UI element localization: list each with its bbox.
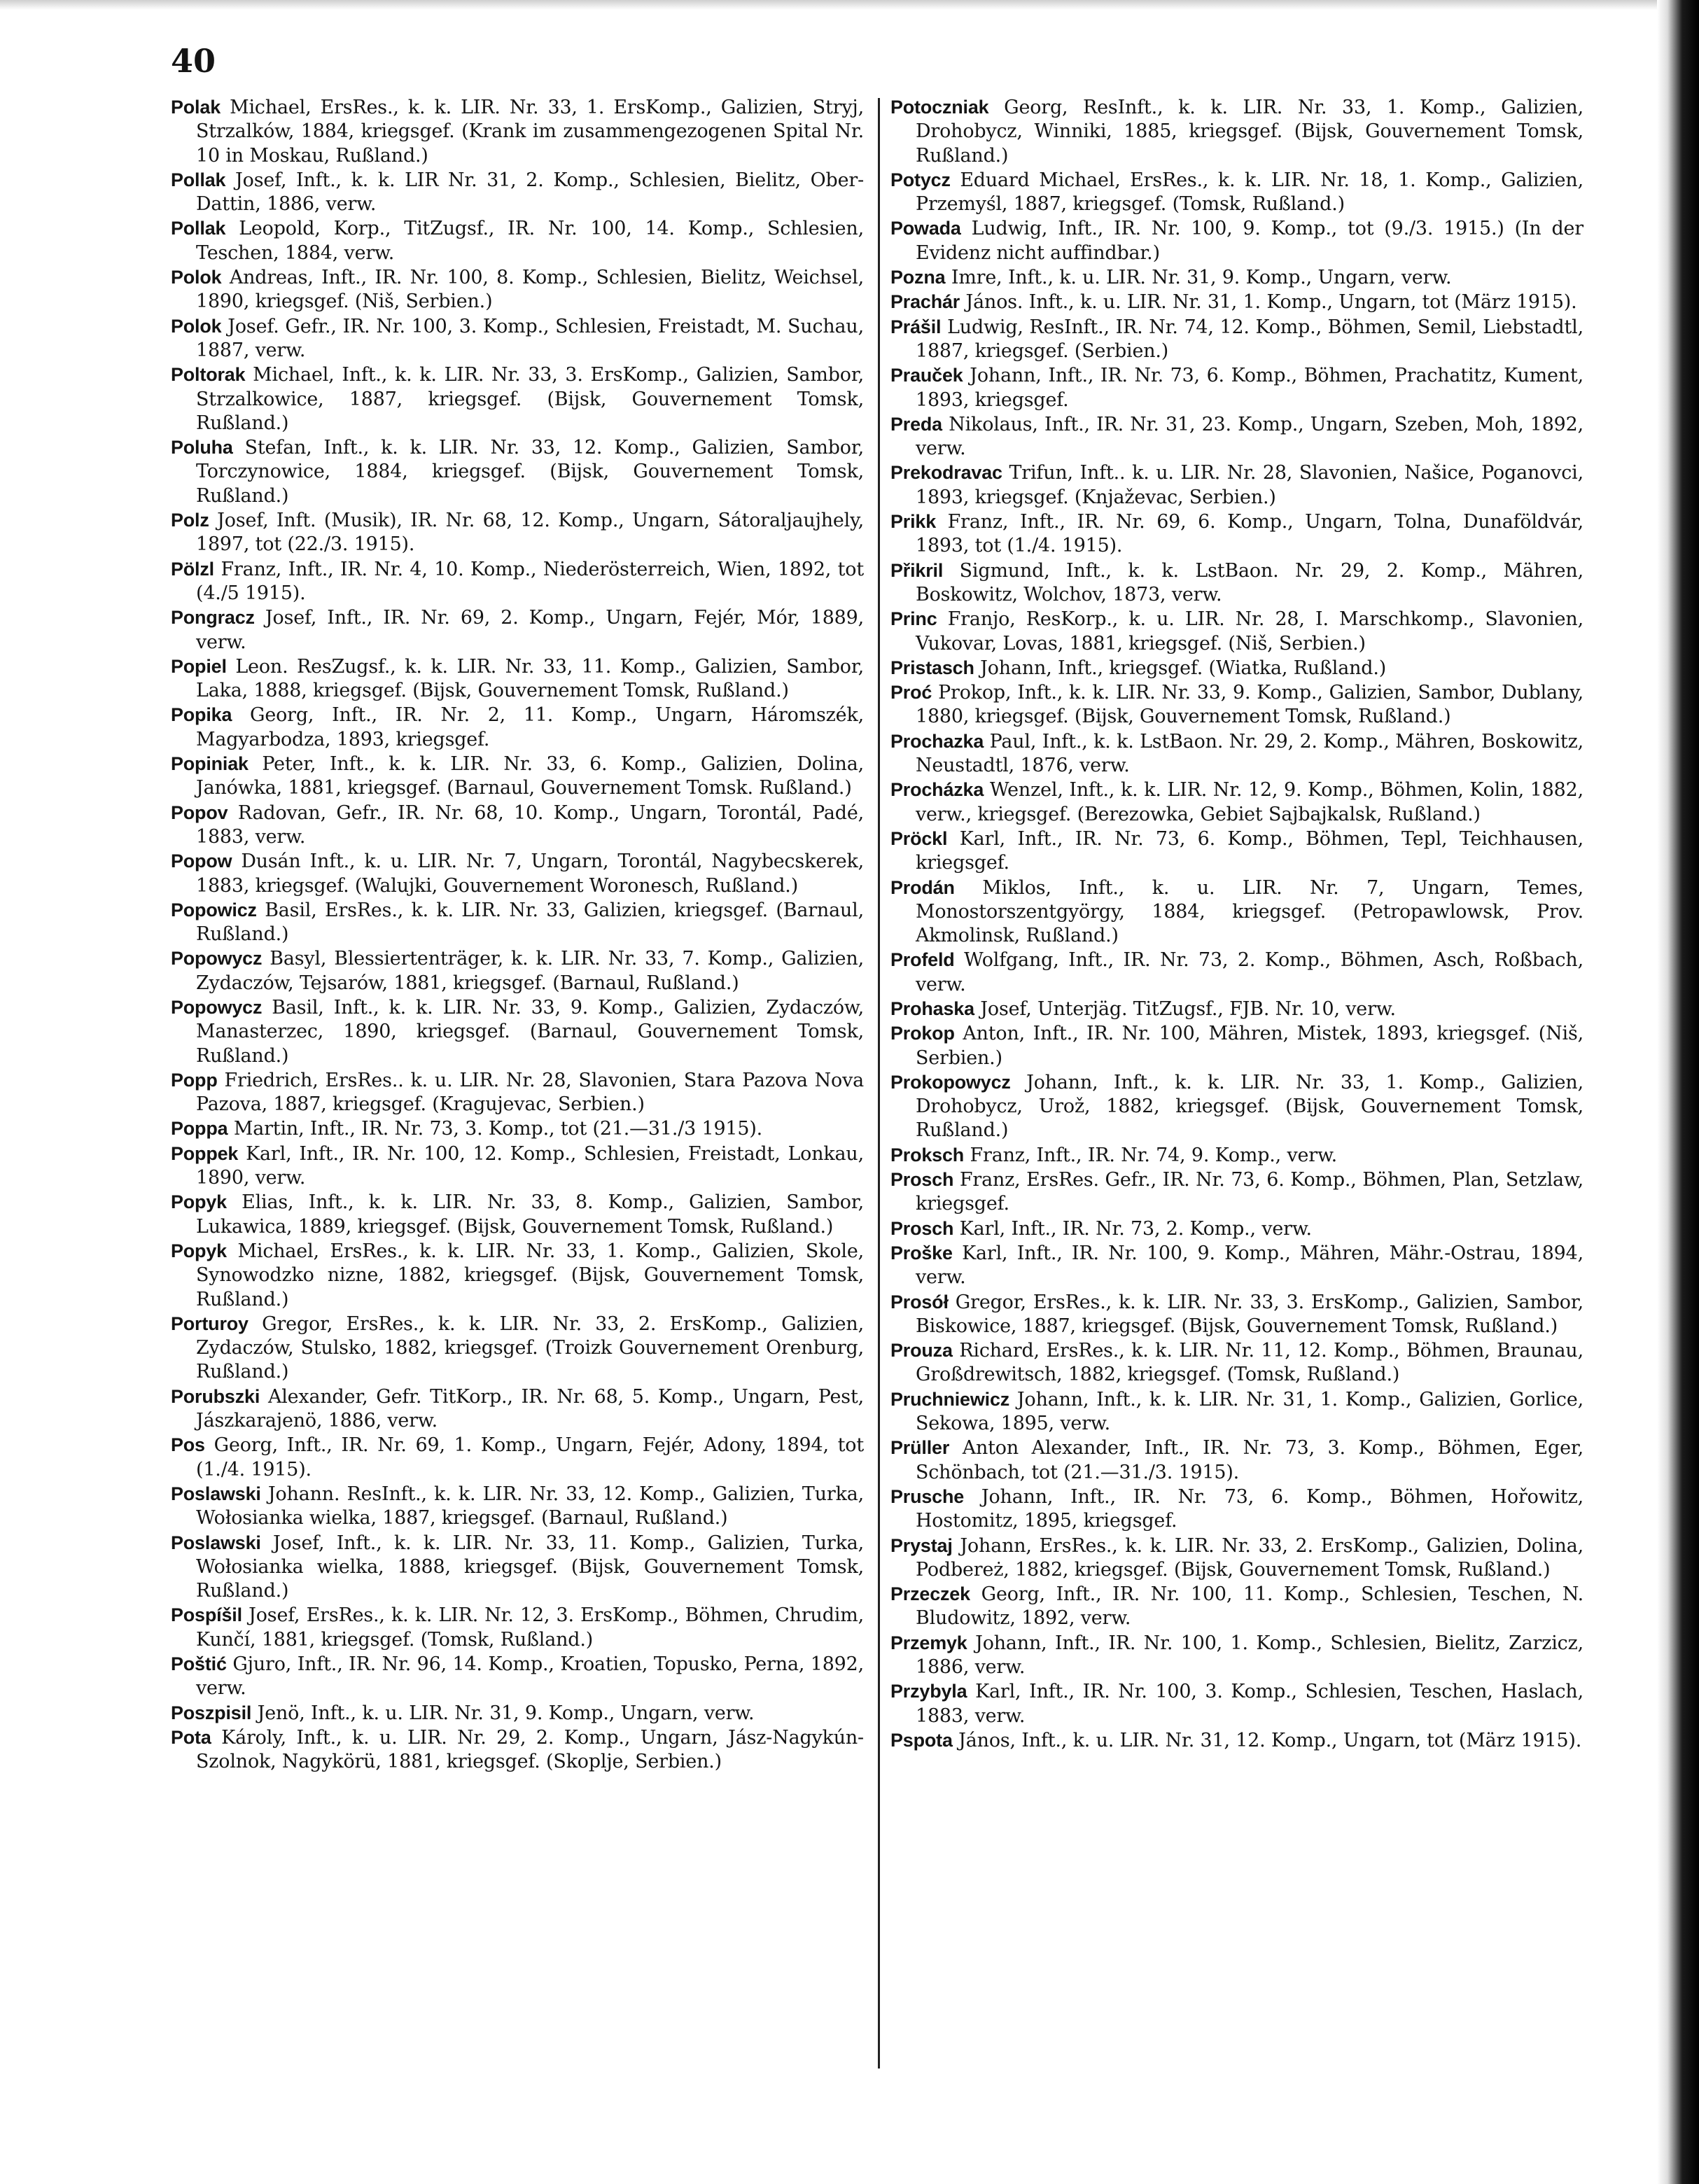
entry-details: Gjuro, Inft., IR. Nr. 96, 14. Komp., Kroatien, Topusko, Perna, 1892, verw. xyxy=(196,1653,864,1700)
entry-surname: Prodán xyxy=(890,876,955,898)
entry-details: Ludwig, Inft., IR. Nr. 100, 9. Komp., tot (9./3. 1915.) (In der Evidenz nicht auffindbar.) xyxy=(916,218,1583,264)
casualty-entry xyxy=(890,559,1583,608)
right-column xyxy=(890,95,1583,1753)
entry-details: Karl, Inft., IR. Nr. 100, 3. Komp., Schlesien, Teschen, Haslach, 1883, verw. xyxy=(916,1681,1583,1727)
entry-surname: Proć xyxy=(890,682,932,704)
casualty-entry xyxy=(890,1387,1583,1436)
entry-details: Basil, Inft., k. k. LIR. Nr. 33, 9. Komp., Galizien, Zydaczów, Manasterzec, 1890, kriegsgef. (Barnaul, Gouvernement Tomsk, Rußland.) xyxy=(196,996,864,1067)
entry-surname: Prokop xyxy=(890,1023,955,1044)
casualty-entry xyxy=(171,1603,864,1652)
casualty-entry xyxy=(890,778,1583,827)
entry-surname: Prouza xyxy=(890,1340,953,1362)
entry-details: Stefan, Inft., k. k. LIR. Nr. 33, 12. Komp., Galizien, Sambor, Torczynowice, 1884, kriegsgef. (Bijsk, Gouvernement Tomsk, Rußland.) xyxy=(196,437,864,507)
entry-details: Ludwig, ResInft., IR. Nr. 74, 12. Komp., Böhmen, Semil, Liebstadtl, 1887, kriegsgef. (Serbien.) xyxy=(916,316,1583,362)
entry-details: Dusán Inft., k. u. LIR. Nr. 7, Ungarn, Torontál, Nagybecskerek, 1883, kriegsgef. (Walujki, Gouvernement Woronesch, Rußland.) xyxy=(196,850,864,897)
entry-surname: Prosch xyxy=(890,1169,954,1191)
casualty-entry xyxy=(171,363,864,435)
entry-details: Wenzel, Inft., k. k. LIR. Nr. 12, 9. Komp., Böhmen, Kolin, 1882, verw., kriegsgef. (Berezowka, Gebiet Sajbajkalsk, Rußland.) xyxy=(916,779,1583,825)
casualty-entry xyxy=(890,1631,1583,1680)
entry-surname: Prášil xyxy=(890,316,942,337)
casualty-entry xyxy=(171,216,864,265)
entry-details: Johann, Inft., IR. Nr. 100, 1. Komp., Schlesien, Bielitz, Zarzicz, 1886, verw. xyxy=(916,1632,1583,1678)
entry-surname: Pota xyxy=(171,1726,211,1748)
casualty-entry xyxy=(890,1290,1583,1339)
entry-details: Karl, Inft., IR. Nr. 73, 2. Komp., verw. xyxy=(959,1217,1312,1240)
entry-details: Johann, Inft., IR. Nr. 73, 6. Komp., Böhmen, Prachatitz, Kument, 1893, kriegsgef. xyxy=(916,365,1583,411)
entry-details: Károly, Inft., k. u. LIR. Nr. 29, 2. Komp., Ungarn, Jász-Nagykún-Szolnok, Nagykörü, 1881, kriegsgef. (Skoplje, Serbien.) xyxy=(196,1726,864,1773)
entry-surname: Přikril xyxy=(890,559,944,581)
entry-details: Radovan, Gefr., IR. Nr. 68, 10. Komp., Ungarn, Torontál, Padé, 1883, verw. xyxy=(196,802,864,848)
entry-surname: Procházka xyxy=(890,779,984,801)
entry-surname: Pristasch xyxy=(890,657,974,678)
casualty-entry xyxy=(171,557,864,606)
entry-surname: Pongracz xyxy=(171,607,255,629)
entry-details: Josef, Inft. (Musik), IR. Nr. 68, 12. Komp., Ungarn, Sátoraljaujhely, 1897, tot (22./3. 1915). xyxy=(196,510,865,556)
entry-details: Josef, Inft., IR. Nr. 69, 2. Komp., Ungarn, Fejér, Mór, 1889, verw. xyxy=(196,607,864,653)
entry-surname: Przeczek xyxy=(890,1583,970,1605)
entry-details: Michael, Inft., k. k. LIR. Nr. 33, 3. ErsKomp., Galizien, Sambor, Strzalkowice, 1887, kriegsgef. (Bijsk, Gouvernement Tomsk, Rußland.) xyxy=(196,364,864,434)
casualty-entry xyxy=(890,461,1583,510)
entry-details: Eduard Michael, ErsRes., k. k. LIR. Nr. 18, 1. Komp., Galizien, Przemyśl, 1887, kriegsgef. (Tomsk, Rußland.) xyxy=(916,169,1583,216)
entry-surname: Proške xyxy=(890,1242,953,1264)
entry-surname: Popyk xyxy=(171,1191,227,1213)
casualty-entry xyxy=(171,1142,864,1191)
entry-surname: Prüller xyxy=(890,1437,950,1459)
entry-details: Leon. ResZugsf., k. k. LIR. Nr. 33, 11. Komp., Galizien, Sambor, Laka, 1888, kriegsgef. (Bijsk, Gouvernement Tomsk, Rußland.) xyxy=(196,655,864,702)
entry-details: Basyl, Blessiertenträger, k. k. LIR. Nr. 33, 7. Komp., Galizien, Zydaczów, Tejsarów, 1881, kriegsgef. (Barnaul, Rußland.) xyxy=(196,948,864,994)
casualty-entry xyxy=(890,1241,1583,1290)
casualty-entry xyxy=(890,1582,1583,1631)
casualty-entry xyxy=(171,265,864,314)
casualty-entry xyxy=(171,703,864,752)
entry-surname: Pollak xyxy=(171,218,226,239)
entry-surname: Poslawski xyxy=(171,1483,261,1504)
casualty-entry xyxy=(890,1338,1583,1387)
entry-details: Trifun, Inft.. k. u. LIR. Nr. 28, Slavonien, Našice, Poganovci, 1893, kriegsgef. (Knjaževac, Serbien.) xyxy=(916,462,1583,508)
casualty-entry xyxy=(890,1021,1583,1070)
entry-surname: Preda xyxy=(890,413,942,435)
entry-surname: Popowycz xyxy=(171,948,263,969)
casualty-entry xyxy=(171,1068,864,1117)
entry-surname: Popov xyxy=(171,802,228,823)
entry-details: Sigmund, Inft., k. k. LstBaon. Nr. 29, 2. Komp., Mähren, Boskowitz, Wolchov, 1873, verw. xyxy=(916,559,1583,606)
entry-details: Johann, Inft., IR. Nr. 73, 6. Komp., Böhmen, Hořowitz, Hostomitz, 1895, kriegsgef. xyxy=(916,1485,1583,1532)
casualty-entry xyxy=(890,1728,1583,1753)
entry-details: Anton Alexander, Inft., IR. Nr. 73, 3. Komp., Böhmen, Eger, Schönbach, tot (21.—31./3. 1915). xyxy=(916,1437,1583,1483)
casualty-entry xyxy=(171,435,864,508)
entry-surname: Popowycz xyxy=(171,996,263,1018)
entry-surname: Polok xyxy=(171,315,222,337)
casualty-entry xyxy=(890,95,1583,168)
casualty-entry xyxy=(171,1433,864,1482)
casualty-entry xyxy=(171,1385,864,1434)
entry-details: Franz, Inft., IR. Nr. 74, 9. Komp., verw. xyxy=(970,1144,1338,1166)
entry-details: Prokop, Inft., k. k. LIR. Nr. 33, 9. Komp., Galizien, Sambor, Dublany, 1880, kriegsgef. (Bijsk, Gouvernement Tomsk, Rußland.) xyxy=(916,682,1583,728)
entry-surname: Polz xyxy=(171,510,209,531)
entry-surname: Pollak xyxy=(171,169,226,190)
entry-details: Johann, ErsRes., k. k. LIR. Nr. 33, 2. ErsKomp., Galizien, Dolina, Podbereż, 1882, kriegsgef. (Bijsk, Gouvernement Tomsk, Rußland.) xyxy=(916,1534,1583,1581)
entry-surname: Prosół xyxy=(890,1291,949,1312)
casualty-entry xyxy=(890,948,1583,997)
entry-surname: Popika xyxy=(171,704,232,726)
entry-surname: Pruchniewicz xyxy=(890,1388,1010,1410)
entry-details: Richard, ErsRes., k. k. LIR. Nr. 11, 12. Komp., Böhmen, Braunau, Großdrewitsch, 1882, kriegsgef. (Tomsk, Rußland.) xyxy=(916,1340,1583,1386)
entry-details: Imre, Inft., k. u. LIR. Nr. 31, 9. Komp., Ungarn, verw. xyxy=(951,267,1452,289)
entry-details: Friedrich, ErsRes.. k. u. LIR. Nr. 28, Slavonien, Stara Pazova Nova Pazova, 1887, kriegsgef. (Kragujevac, Serbien.) xyxy=(196,1069,864,1116)
entry-surname: Popiel xyxy=(171,655,227,677)
entry-surname: Popiniak xyxy=(171,753,249,775)
entry-details: Johann. ResInft., k. k. LIR. Nr. 33, 12. Komp., Galizien, Turka, Wołosianka wielka, 1887, kriegsgef. (Barnaul, Rußland.) xyxy=(196,1483,864,1530)
casualty-entry xyxy=(890,680,1583,729)
casualty-entry xyxy=(171,1190,864,1239)
casualty-entry xyxy=(171,314,864,363)
casualty-entry xyxy=(890,216,1583,265)
entry-surname: Proksch xyxy=(890,1144,965,1166)
entry-details: Johann, Inft., kriegsgef. (Wiatka, Rußland.) xyxy=(980,657,1387,679)
entry-details: Franz, Inft., IR. Nr. 69, 6. Komp., Ungarn, Tolna, Dunaföldvár, 1893, tot (1./4. 1915). xyxy=(916,511,1583,557)
entry-surname: Prystaj xyxy=(890,1534,953,1556)
entry-details: Alexander, Gefr. TitKorp., IR. Nr. 68, 5. Komp., Ungarn, Pest, Jászkarajenö, 1886, verw. xyxy=(196,1385,865,1432)
entry-surname: Profeld xyxy=(890,949,955,971)
entry-details: Josef, Inft., k. k. LIR Nr. 31, 2. Komp., Schlesien, Bielitz, Ober-Dattin, 1886, verw. xyxy=(196,169,864,216)
casualty-entry xyxy=(890,1217,1583,1241)
entry-surname: Prikk xyxy=(890,511,937,533)
entry-details: Josef, Inft., k. k. LIR. Nr. 33, 11. Komp., Galizien, Turka, Wołosianka wielka, 1888, kriegsgef. (Bijsk, Gouvernement Tomsk, Rußland.) xyxy=(196,1532,864,1602)
casualty-entry xyxy=(171,1312,864,1385)
entry-surname: Polok xyxy=(171,267,222,288)
entry-details: Johann, Inft., k. k. LIR. Nr. 31, 1. Komp., Galizien, Gorlice, Sekowa, 1895, verw. xyxy=(916,1388,1583,1435)
entry-surname: Poštić xyxy=(171,1653,227,1674)
entry-surname: Poppek xyxy=(171,1142,239,1164)
entry-details: Georg, Inft., IR. Nr. 69, 1. Komp., Ungarn, Fejér, Adony, 1894, tot (1./4. 1915). xyxy=(196,1434,864,1480)
entry-details: Georg, Inft., IR. Nr. 100, 11. Komp., Schlesien, Teschen, N. Bludowitz, 1892, verw. xyxy=(916,1583,1583,1630)
entry-details: Georg, ResInft., k. k. LIR. Nr. 33, 1. Komp., Galizien, Drohobycz, Winniki, 1885, kriegsgef. (Bijsk, Gouvernement Tomsk, Rußland.) xyxy=(916,97,1583,167)
casualty-entry xyxy=(171,898,864,947)
entry-surname: Prauček xyxy=(890,365,963,386)
entry-surname: Popp xyxy=(171,1069,218,1091)
entry-details: Andreas, Inft., IR. Nr. 100, 8. Komp., Schlesien, Bielitz, Weichsel, 1890, kriegsgef. (Niš, Serbien.) xyxy=(196,267,864,313)
entry-surname: Powada xyxy=(890,218,961,239)
entry-surname: Poszpisil xyxy=(171,1702,252,1723)
page-number: 40 xyxy=(171,42,216,80)
entry-surname: Porturoy xyxy=(171,1312,249,1334)
casualty-entry xyxy=(890,1070,1583,1143)
entry-surname: Potycz xyxy=(890,169,951,190)
entry-details: Jenö, Inft., k. u. LIR. Nr. 31, 9. Komp., Ungarn, verw. xyxy=(257,1702,755,1724)
casualty-entry xyxy=(171,1482,864,1531)
casualty-entry xyxy=(890,168,1583,217)
entry-details: Peter, Inft., k. k. LIR. Nr. 33, 6. Komp., Galizien, Dolina, Janówka, 1881, kriegsgef. (Barnaul, Gouvernement Tomsk. Rußland.) xyxy=(196,753,864,799)
entry-details: Karl, Inft., IR. Nr. 100, 9. Komp., Mähren, Mähr.-Ostrau, 1894, verw. xyxy=(916,1242,1583,1289)
entry-surname: Popowicz xyxy=(171,899,257,920)
casualty-entry xyxy=(890,656,1583,680)
entry-surname: Porubszki xyxy=(171,1385,260,1407)
casualty-entry xyxy=(171,1531,864,1604)
casualty-entry xyxy=(171,849,864,898)
casualty-entry xyxy=(890,510,1583,559)
casualty-entry xyxy=(171,606,864,654)
entry-details: Gregor, ErsRes., k. k. LIR. Nr. 33, 3. ErsKomp., Galizien, Sambor, Biskowice, 1887, kriegsgef. (Bijsk, Gouvernement Tomsk, Rußland.) xyxy=(916,1291,1583,1337)
casualty-entry xyxy=(171,654,864,704)
entry-details: Paul, Inft., k. k. LstBaon. Nr. 29, 2. Komp., Mähren, Boskowitz, Neustadtl, 1876, verw. xyxy=(916,730,1583,777)
entry-surname: Poslawski xyxy=(171,1532,261,1553)
entry-details: Wolfgang, Inft., IR. Nr. 73, 2. Komp., Böhmen, Asch, Roßbach, verw. xyxy=(916,949,1583,995)
casualty-entry xyxy=(890,1485,1583,1534)
casualty-entry xyxy=(890,607,1583,656)
entry-details: Franjo, ResKorp., k. u. LIR. Nr. 28, I. Marschkomp., Slavonien, Vukovar, Lovas, 1881, kriegsgef. (Niš, Serbien.) xyxy=(916,608,1583,654)
casualty-entry xyxy=(890,1436,1583,1485)
entry-details: Georg, Inft., IR. Nr. 2, 11. Komp., Ungarn, Háromszék, Magyarbodza, 1893, kriegsgef. xyxy=(196,704,864,750)
entry-details: János. Inft., k. u. LIR. Nr. 31, 1. Komp., Ungarn, tot (März 1915). xyxy=(965,291,1577,314)
entry-details: Anton, Inft., IR. Nr. 100, Mähren, Mistek, 1893, kriegsgef. (Niš, Serbien.) xyxy=(916,1023,1584,1069)
entry-details: János, Inft., k. u. LIR. Nr. 31, 12. Komp., Ungarn, tot (März 1915). xyxy=(958,1729,1582,1751)
entry-details: Josef, ErsRes., k. k. LIR. Nr. 12, 3. ErsKomp., Böhmen, Chrudim, Kunčí, 1881, kriegsgef. (Tomsk, Rußland.) xyxy=(196,1604,864,1651)
entry-surname: Popyk xyxy=(171,1240,227,1261)
casualty-entry xyxy=(171,1116,864,1141)
scan-edge-top xyxy=(0,0,1699,10)
entry-details: Josef, Unterjäg. TitZugsf., FJB. Nr. 10, verw. xyxy=(980,997,1396,1020)
casualty-entry xyxy=(890,997,1583,1021)
casualty-entry xyxy=(890,363,1583,412)
casualty-entry xyxy=(171,1652,864,1701)
entry-details: Michael, ErsRes., k. k. LIR. Nr. 33, 1. Komp., Galizien, Skole, Synowodzko nizne, 1882, kriegsgef. (Bijsk, Gouvernement Tomsk, Rußland.) xyxy=(196,1240,864,1310)
casualty-entry xyxy=(890,827,1583,876)
entry-details: Franz, Inft., IR. Nr. 4, 10. Komp., Niederösterreich, Wien, 1892, tot (4./5 1915). xyxy=(196,558,864,604)
entry-surname: Poluha xyxy=(171,437,233,458)
entry-details: Michael, ErsRes., k. k. LIR. Nr. 33, 1. ErsKomp., Galizien, Stryj, Strzalków, 1884, kriegsgef. (Krank im zusammengezogenen Spital Nr. 10 in Moskau, Rußland.) xyxy=(196,97,864,167)
casualty-entry xyxy=(890,1143,1583,1168)
casualty-entry xyxy=(890,1679,1583,1728)
casualty-entry xyxy=(171,95,864,168)
entry-surname: Poltorak xyxy=(171,364,246,386)
casualty-entry xyxy=(171,1701,864,1726)
entry-details: Johann, Inft., k. k. LIR. Nr. 33, 1. Komp., Galizien, Drohobycz, Urož, 1882, kriegsgef. (Bijsk, Gouvernement Tomsk, Rußland.) xyxy=(916,1071,1584,1142)
casualty-entry xyxy=(890,729,1583,778)
casualty-entry xyxy=(890,1168,1583,1217)
entry-surname: Polak xyxy=(171,97,221,118)
casualty-entry xyxy=(890,315,1583,364)
casualty-entry xyxy=(171,508,864,557)
entry-surname: Prokopowycz xyxy=(890,1071,1011,1093)
entry-surname: Pspota xyxy=(890,1729,953,1751)
entry-details: Basil, ErsRes., k. k. LIR. Nr. 33, Galizien, kriegsgef. (Barnaul, Rußland.) xyxy=(196,899,865,946)
entry-surname: Pölzl xyxy=(171,558,214,580)
entry-details: Martin, Inft., IR. Nr. 73, 3. Komp., tot (21.—31./3 1915). xyxy=(233,1118,763,1140)
entry-details: Nikolaus, Inft., IR. Nr. 31, 23. Komp., Ungarn, Szeben, Moh, 1892, verw. xyxy=(916,413,1583,460)
entry-surname: Prochazka xyxy=(890,730,984,752)
entry-details: Leopold, Korp., TitZugsf., IR. Nr. 100, 14. Komp., Schlesien, Teschen, 1884, verw. xyxy=(196,218,864,264)
casualty-entry xyxy=(171,1239,864,1312)
casualty-entry xyxy=(171,801,864,850)
entry-details: Miklos, Inft., k. u. LIR. Nr. 7, Ungarn, Temes, Monostorszentgyörgy, 1884, kriegsgef. (Petropawlowsk, Prov. Akmolinsk, Rußland.) xyxy=(916,876,1584,947)
entry-surname: Przybyla xyxy=(890,1681,967,1702)
entry-surname: Popow xyxy=(171,850,232,872)
entry-details: Josef. Gefr., IR. Nr. 100, 3. Komp., Schlesien, Freistadt, M. Suchau, 1887, verw. xyxy=(196,315,864,361)
casualty-entry xyxy=(890,265,1583,290)
entry-details: Franz, ErsRes. Gefr., IR. Nr. 73, 6. Komp., Böhmen, Plan, Setzlaw, kriegsgef. xyxy=(916,1169,1583,1215)
casualty-entry xyxy=(171,1726,864,1774)
casualty-entry xyxy=(171,946,864,995)
entry-surname: Prohaska xyxy=(890,997,974,1019)
scan-edge-right xyxy=(1657,0,1699,2184)
entry-surname: Prusche xyxy=(890,1485,965,1507)
entry-surname: Pos xyxy=(171,1434,205,1456)
entry-surname: Pröckl xyxy=(890,827,948,849)
casualty-entry xyxy=(171,995,864,1068)
casualty-entry xyxy=(171,168,864,217)
entry-surname: Prekodravac xyxy=(890,462,1002,484)
casualty-entry xyxy=(171,752,864,801)
casualty-entry xyxy=(890,290,1583,314)
entry-surname: Przemyk xyxy=(890,1632,967,1653)
casualty-entry xyxy=(890,1534,1583,1583)
entry-details: Karl, Inft., IR. Nr. 73, 6. Komp., Böhmen, Tepl, Teichhausen, kriegsgef. xyxy=(916,827,1583,874)
entry-surname: Prachár xyxy=(890,291,960,313)
entry-surname: Pospíšil xyxy=(171,1604,242,1626)
casualty-entry xyxy=(890,876,1583,948)
casualty-entry xyxy=(890,412,1583,461)
entry-surname: Potoczniak xyxy=(890,97,989,118)
entry-details: Gregor, ErsRes., k. k. LIR. Nr. 33, 2. ErsKomp., Galizien, Zydaczów, Stulsko, 1882, kriegsgef. (Troizk Gouvernement Orenburg, Rußland.) xyxy=(196,1312,864,1383)
left-column xyxy=(171,95,864,1774)
entry-surname: Poppa xyxy=(171,1118,228,1140)
entry-surname: Princ xyxy=(890,608,937,630)
entry-details: Karl, Inft., IR. Nr. 100, 12. Komp., Schlesien, Freistadt, Lonkau, 1890, verw. xyxy=(196,1142,864,1189)
entry-surname: Pozna xyxy=(890,267,946,288)
entry-details: Elias, Inft., k. k. LIR. Nr. 33, 8. Komp., Galizien, Sambor, Lukawica, 1889, kriegsgef. (Bijsk, Gouvernement Tomsk, Rußland.) xyxy=(196,1191,864,1238)
column-divider xyxy=(878,98,880,2068)
entry-surname: Prosch xyxy=(890,1217,954,1239)
